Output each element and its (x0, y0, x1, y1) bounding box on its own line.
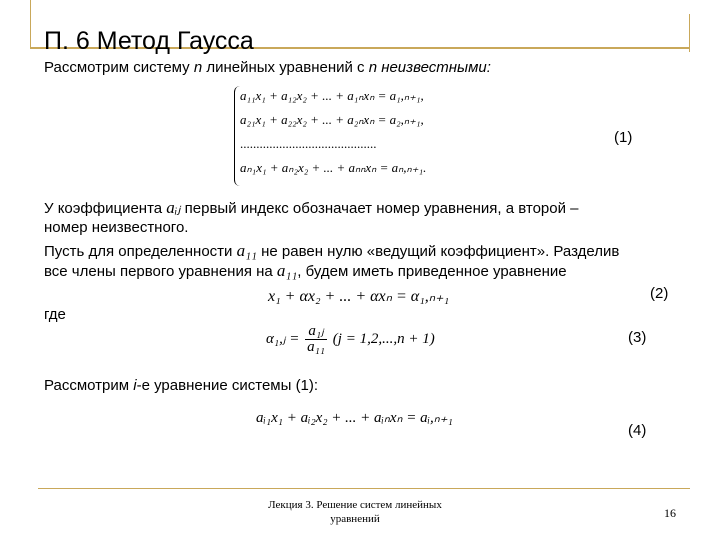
para2-a: Пусть для определенности (44, 243, 233, 260)
footer-line1: Лекция 3. Решение систем линейных (268, 499, 442, 511)
intro-suffix: неизвестными: (377, 59, 491, 76)
equation-3 (266, 324, 435, 355)
para2-d: , будем иметь приведенное уравнение (297, 263, 567, 280)
para1-b: первый индекс обозначает номер уравнения, а второй – (184, 200, 579, 217)
coef-aij: aᵢⱼ (166, 198, 181, 217)
para1-a: У коэффициента (44, 200, 163, 217)
para1-line1 (44, 198, 579, 219)
footer-rule (38, 488, 690, 489)
para2-line1 (44, 241, 619, 262)
system-row-2: a₂₁x₁ + a₂₂x₂ + ... + a₂ₙxₙ = a₂,ₙ₊₁, (240, 112, 424, 127)
intro-n2: n (368, 59, 378, 76)
eq3-lhs: α₁,ⱼ = (266, 330, 300, 347)
frame-right-rule (689, 14, 690, 52)
para2-c: все члены первого уравнения на (44, 263, 273, 280)
intro-mid: линейных уравнений с (202, 59, 369, 76)
coef-a11-2: a₁₁ (276, 261, 298, 280)
coef-a11: a₁₁ (236, 241, 257, 260)
equation-2: x₁ + αx₂ + ... + αxₙ = α₁,ₙ₊₁ (268, 288, 450, 305)
intro-text (44, 58, 491, 78)
eq-label-3: (3) (628, 329, 647, 346)
eq-label-1: (1) (614, 129, 633, 146)
intro-prefix: Рассмотрим систему (44, 59, 194, 76)
intro-n1: n (193, 59, 203, 76)
para1-line2: номер неизвестного. (44, 219, 189, 236)
equation-4: aᵢ₁x₁ + aᵢ₂x₂ + ... + aᵢₙxₙ = aᵢ,ₙ₊₁ (256, 410, 453, 426)
eq-label-4: (4) (628, 422, 647, 439)
para2-line2 (44, 261, 567, 282)
para3-text (44, 376, 318, 396)
frame-left-rule (30, 0, 31, 48)
page-number: 16 (664, 506, 676, 520)
footer-caption (250, 498, 460, 526)
footer-line2: уравнений (330, 513, 380, 525)
slide-title: П. 6 Метод Гаусса (44, 27, 254, 55)
para2-b: не равен нулю «ведущий коэффициент». Разделив (261, 243, 620, 260)
para3-i: i (133, 377, 137, 394)
equation-system (240, 84, 426, 180)
para3-b: -е уравнение системы (1): (136, 377, 319, 394)
eq-label-2: (2) (650, 285, 669, 302)
eq3-denominator: a₁₁ (307, 339, 326, 355)
system-row-dots: .......................................... (240, 136, 377, 151)
eq3-fraction (305, 324, 327, 355)
system-row-1: a₁₁x₁ + a₁₂x₂ + ... + a₁ₙxₙ = a₁,ₙ₊₁, (240, 88, 424, 103)
eq3-numerator: a₁ⱼ (305, 324, 327, 340)
para3-a: Рассмотрим (44, 377, 134, 394)
system-row-n: aₙ₁x₁ + aₙ₂x₂ + ... + aₙₙxₙ = aₙ,ₙ₊₁. (240, 160, 427, 175)
eq3-condition: (j = 1,2,...,n + 1) (332, 330, 435, 347)
where-text: где (44, 306, 66, 323)
